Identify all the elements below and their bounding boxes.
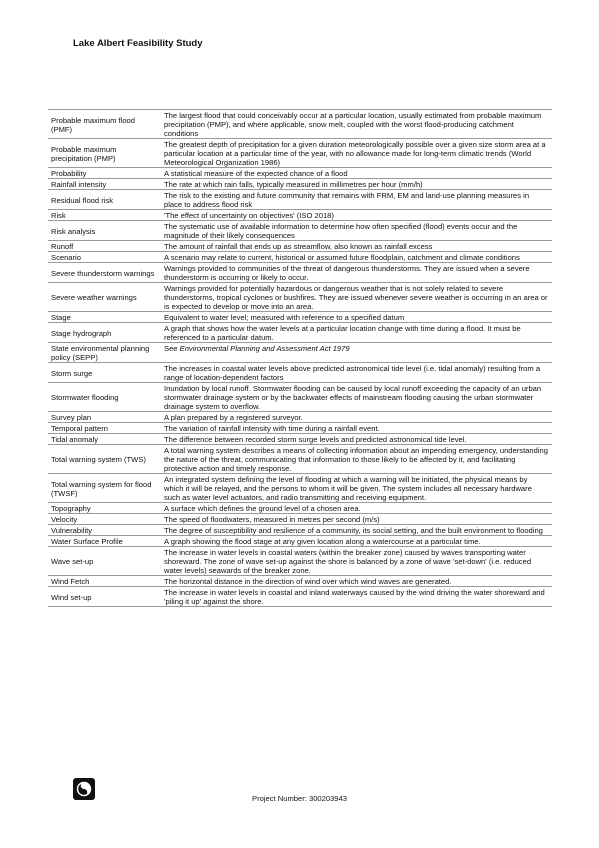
glossary-definition: The systematic use of available information to determine how often specified (flood) events occur and the magnitude of their likely consequences: [164, 222, 518, 240]
glossary-term: Probability: [51, 169, 87, 178]
document-title: Lake Albert Feasibility Study: [73, 38, 203, 49]
glossary-row: [48, 178, 552, 189]
glossary-row: [48, 444, 552, 473]
glossary-definition: A scenario may relate to current, historical or assumed future floodplain, catchment and climate conditions: [164, 253, 520, 262]
glossary-term: Total warning system (TWS): [51, 455, 146, 464]
glossary-row: [48, 282, 552, 311]
glossary-term: Residual flood risk: [51, 195, 114, 205]
glossary-definition: A statistical measure of the expected chance of a flood: [164, 169, 348, 178]
glossary-term: Total warning system for flood (TWSF): [51, 479, 152, 498]
glossary-term: Risk analysis: [51, 226, 96, 236]
glossary-term: Water Surface Profile: [51, 537, 123, 546]
glossary-row: [48, 322, 552, 342]
glossary-definition: The largest flood that could conceivably occur at a particular location, usually estimated from probable maximum precipitation (PMP), and where applicable, snow melt, coupled with the worst flood-producing catchment conditions: [164, 111, 542, 138]
glossary-row: [48, 189, 552, 209]
glossary-row: [48, 422, 552, 433]
glossary-term: Severe weather warnings: [51, 293, 137, 302]
glossary-definition: A surface which defines the ground level of a chosen area.: [164, 504, 361, 513]
glossary-definition: An integrated system defining the level of flooding at which a warning will be initiated, the physical means by which it will be relayed, and the persons to whom it will be given. The system includes all necessary hardware such as water level actuators, and radio transmitting and receiving equipment.: [164, 475, 532, 502]
glossary-term: Stage hydrograph: [51, 328, 112, 338]
glossary-row: [48, 524, 552, 535]
glossary-row: [48, 240, 552, 251]
glossary-definition: A total warning system describes a means of collecting information about an impending emergency, understanding the nature of the threat, communicating that information to those likely to be affected by it, and facilitating protective action and timely response.: [164, 446, 548, 473]
glossary-definition: The risk to the existing and future community that remains with FRM, EM and land-use planning measures in place to address flood risk: [164, 191, 530, 209]
glossary-term: Stormwater flooding: [51, 393, 119, 402]
glossary-row: [48, 251, 552, 262]
glossary-term: Probable maximum flood (PMF): [51, 115, 135, 134]
definition-reference: Environmental Planning and Assessment Act 1979: [179, 344, 350, 353]
glossary-row: [48, 342, 552, 362]
project-number: Project Number: 300203943: [252, 794, 347, 803]
glossary-term: Survey plan: [51, 413, 92, 422]
glossary-table: [48, 109, 552, 607]
glossary-definition: Equivalent to water level; measured with reference to a specified datum: [164, 313, 405, 322]
glossary-row: [48, 575, 552, 586]
glossary-term: Tidal anomaly: [51, 435, 98, 444]
glossary-term: Probable maximum precipitation (PMP): [51, 144, 117, 163]
glossary-definition: A plan prepared by a registered surveyor.: [164, 413, 303, 422]
glossary-term: Stage: [51, 313, 71, 322]
glossary-definition: The difference between recorded storm surge levels and predicted astronomical tide level.: [164, 435, 467, 444]
glossary-row: [48, 382, 552, 411]
glossary-definition: [158, 343, 552, 362]
glossary-term: Severe thunderstorm warnings: [51, 268, 155, 278]
glossary-row: [48, 109, 552, 138]
glossary-row: [48, 586, 552, 607]
glossary-row: [48, 535, 552, 546]
glossary-term: State environmental planning policy (SEPP): [51, 344, 150, 362]
glossary-definition: The horizontal distance in the direction of wind over which wind waves are generated.: [164, 577, 452, 586]
glossary-row: [48, 220, 552, 240]
glossary-term: Wind set-up: [51, 592, 92, 602]
glossary-row: [48, 513, 552, 524]
glossary-definition: The speed of floodwaters, measured in metres per second (m/s): [164, 515, 380, 524]
glossary-row: [48, 167, 552, 178]
glossary-definition: The increase in water levels in coastal and inland waterways caused by the wind driving the water shoreward and 'piling it up' against the shore.: [164, 588, 545, 606]
glossary-term: Wave set-up: [51, 557, 94, 566]
glossary-row: [48, 473, 552, 502]
glossary-term: Scenario: [51, 253, 81, 262]
glossary-row: [48, 209, 552, 220]
glossary-term: Temporal pattern: [51, 424, 108, 433]
glossary-row: [48, 411, 552, 422]
glossary-term: Rainfall intensity: [51, 180, 107, 189]
glossary-definition: 'The effect of uncertainty on objectives' (ISO 2018): [164, 211, 334, 220]
glossary-row: [48, 546, 552, 575]
definition-prefix: See: [164, 344, 180, 353]
glossary-term: Risk: [51, 211, 66, 220]
glossary-row: [48, 311, 552, 322]
glossary-row: [48, 362, 552, 382]
glossary-definition: A graph that shows how the water levels at a particular location change with time during a flood. It must be referenced to a particular datum.: [164, 324, 521, 342]
glossary-term: Velocity: [51, 515, 78, 524]
glossary-definition: Warnings provided to communities of the threat of dangerous thunderstorms. They are issued when a severe thunderstorm is occurring or likely to occur.: [164, 264, 530, 282]
glossary-definition: The increase in water levels in coastal waters (within the breaker zone) caused by waves transporting water shoreward. The zone of wave set-up against the shore is balanced by a zone of wave 'set-down' (i.e. reduced water levels) seawards of the breaker zone.: [164, 548, 532, 575]
glossary-term: Runoff: [51, 242, 74, 251]
glossary-definition: The rate at which rain falls, typically measured in millimetres per hour (mm/h): [164, 180, 423, 189]
glossary-row: [48, 138, 552, 167]
glossary-definition: The increases in coastal water levels above predicted astronomical tide level (i.e. tidal anomaly) resulting from a range of location-dependent factors: [164, 364, 541, 382]
glossary-row: [48, 433, 552, 444]
glossary-row: [48, 502, 552, 513]
glossary-definition: The degree of susceptibility and resilience of a community, its social setting, and the built environment to flooding: [164, 526, 543, 535]
glossary-term: Vulnerability: [51, 526, 93, 535]
glossary-term: Wind Fetch: [51, 577, 90, 586]
glossary-definition: The variation of rainfall intensity with time during a rainfall event.: [164, 424, 380, 433]
glossary-definition: The greatest depth of precipitation for a given duration meteorologically possible over a given size storm area at a particular location at a particular time of the year, with no allowance made for long-term climatic trends (World Meteorological Organization 1986): [164, 140, 546, 167]
glossary-definition: Warnings provided for potentially hazardous or dangerous weather that is not solely related to severe thunderstorms, tropical cyclones or bushfires. They are issued whenever severe weather is occurring in an area or is expected to develop or move into an area.: [164, 284, 548, 311]
glossary-row: [48, 262, 552, 282]
glossary-definition: A graph showing the flood stage at any given location along a watercourse at a particular time.: [164, 537, 481, 546]
glossary-definition: The amount of rainfall that ends up as streamflow, also known as rainfall excess: [164, 242, 433, 251]
glossary-term: Topography: [51, 504, 91, 513]
glossary-definition: Inundation by local runoff. Stormwater flooding can be caused by local runoff exceeding the capacity of an urban stormwater drainage system or by the backwater effects of mainstream flooding causing the urban stormwater drainage system to overflow.: [164, 384, 542, 411]
glossary-term: Storm surge: [51, 368, 93, 378]
